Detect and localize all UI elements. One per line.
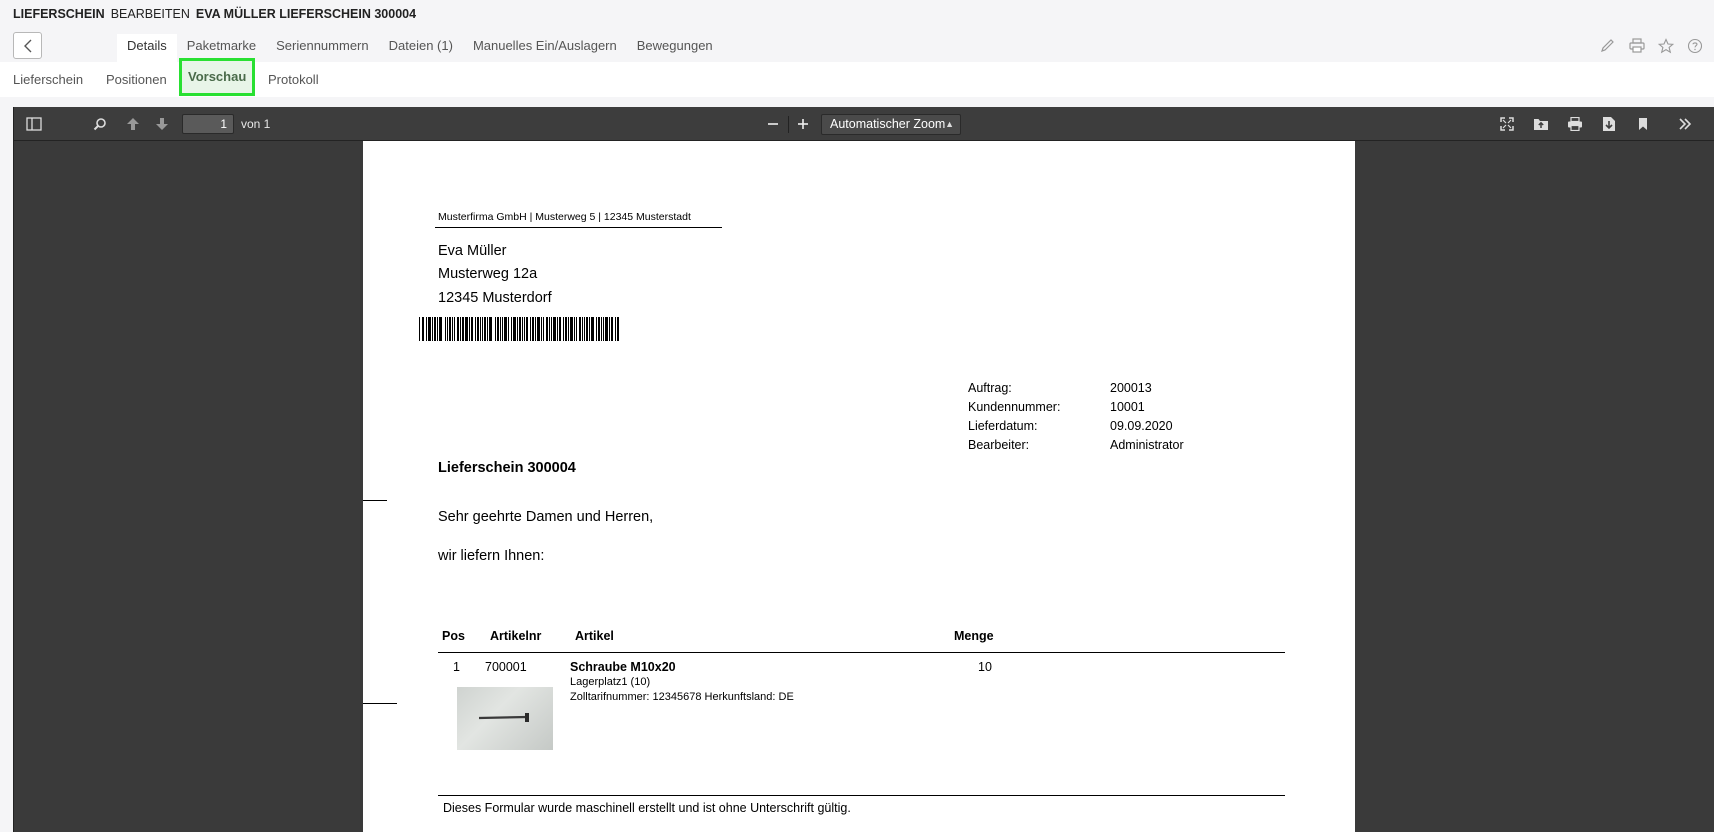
pdf-page [363,141,1355,832]
edit-button[interactable] [1598,36,1617,55]
recipient-name: Eva Müller [438,243,507,259]
cell-artikelnr: 700001 [485,660,527,674]
star-icon [1658,38,1674,54]
breadcrumb-module[interactable]: LIEFERSCHEIN [13,7,105,21]
meta-label: Bearbeiter: [968,438,1030,452]
cell-lagerplatz: Lagerplatz1 (10) [570,676,651,688]
meta-value: 09.09.2020 [1110,419,1173,433]
column-header-artikelnr: Artikelnr [490,629,542,643]
pencil-icon [1600,38,1615,53]
folder-open-icon [1533,117,1549,131]
footer-note: Dieses Formular wurde maschinell erstellt und ist ohne Unterschrift gültig. [443,801,851,815]
presentation-mode-button[interactable] [1496,114,1518,134]
subtab-vorschau[interactable]: Vorschau [179,58,255,96]
breadcrumb-record: EVA MÜLLER LIEFERSCHEIN 300004 [195,7,417,21]
column-header-artikel: Artikel [575,629,614,643]
sender-underline [435,227,722,228]
tab-details[interactable]: Details [117,34,177,62]
footer-rule [438,795,1285,796]
cell-zoll-info: Zolltarifnummer: 12345678 Herkunftsland: DE [570,691,794,703]
meta-value: 200013 [1110,381,1152,395]
zoom-in-button[interactable] [792,114,814,134]
barcode [419,317,619,341]
sender-line: Musterfirma GmbH | Musterweg 5 | 12345 Musterstadt [438,211,691,223]
chevron-left-icon [23,39,33,53]
meta-row [968,438,1184,457]
sub-navigation [0,62,1714,97]
intro-text: wir liefern Ihnen: [438,548,545,564]
tab-seriennummern[interactable]: Seriennummern [276,38,369,53]
breadcrumb-action: BEARBEITEN [110,7,190,21]
sidebar-toggle-button[interactable] [23,114,45,134]
arrow-down-icon [155,117,169,131]
meta-value: 10001 [1110,400,1145,414]
pdf-viewer [13,107,1714,832]
screw-icon [457,687,553,750]
open-file-button[interactable] [1530,114,1552,134]
sidebar-toggle-icon [26,117,42,131]
arrow-up-icon [126,117,140,131]
meta-row [968,400,1184,419]
tools-menu-button[interactable] [1674,114,1696,134]
greeting: Sehr geehrte Damen und Herren, [438,509,654,525]
cell-artikel: Schraube M10x20 [570,660,676,674]
meta-row [968,419,1184,438]
subtab-lieferschein[interactable]: Lieferschein [13,72,84,87]
punch-mark [363,703,397,704]
zoom-out-button[interactable] [762,114,784,134]
download-icon [1602,116,1616,132]
bookmark-icon [1637,117,1649,131]
table-header-rule [438,652,1285,653]
product-image [457,687,553,750]
recipient-city: 12345 Musterdorf [438,290,552,306]
fullscreen-icon [1500,117,1514,131]
cell-menge: 10 [978,660,992,674]
page-number-input[interactable]: 1 [182,114,234,134]
minus-icon [767,118,779,130]
subtab-protokoll[interactable]: Protokoll [268,72,319,87]
subtab-positionen[interactable]: Positionen [106,72,167,87]
cell-pos: 1 [453,660,460,674]
download-button[interactable] [1598,114,1620,134]
plus-icon [797,118,809,130]
column-header-pos: Pos [442,629,465,643]
document-title: Lieferschein 300004 [438,460,576,476]
search-icon [93,117,107,131]
back-button[interactable] [13,32,42,59]
meta-label: Kundennummer: [968,400,1061,414]
help-button[interactable] [1685,36,1704,55]
fold-mark [363,500,387,501]
recipient-street: Musterweg 12a [438,266,538,282]
header-bar [0,0,1714,62]
tab-paketmarke[interactable]: Paketmarke [186,38,257,53]
find-button[interactable] [89,114,111,134]
tab-dateien[interactable]: Dateien (1) [388,38,453,53]
zoom-select-value: Automatischer Zoom [830,117,946,131]
meta-label: Lieferdatum: [968,419,1038,433]
meta-row [968,381,1184,400]
print-document-button[interactable] [1564,114,1586,134]
double-chevron-right-icon [1678,118,1692,130]
help-icon [1687,38,1703,54]
favorite-button[interactable] [1656,36,1675,55]
page-total-label: von 1 [241,117,271,131]
toolbar-separator [788,116,789,133]
tab-manuelles-ein-auslagern[interactable]: Manuelles Ein/Auslagern [472,38,617,53]
bookmark-button[interactable] [1632,114,1654,134]
previous-page-button[interactable] [122,114,144,134]
zoom-select[interactable] [821,114,961,135]
tab-bewegungen[interactable]: Bewegungen [636,38,713,53]
printer-icon [1629,38,1645,53]
meta-value: Administrator [1110,438,1184,452]
document-meta [968,381,1184,457]
next-page-button[interactable] [151,114,173,134]
printer-icon [1567,117,1583,131]
breadcrumb [13,7,416,21]
header-tools [1598,36,1704,55]
print-button[interactable] [1627,36,1646,55]
select-arrows-icon: ▲ [945,119,954,129]
column-header-menge: Menge [954,629,994,643]
pdf-toolbar [14,107,1714,141]
meta-label: Auftrag: [968,381,1012,395]
